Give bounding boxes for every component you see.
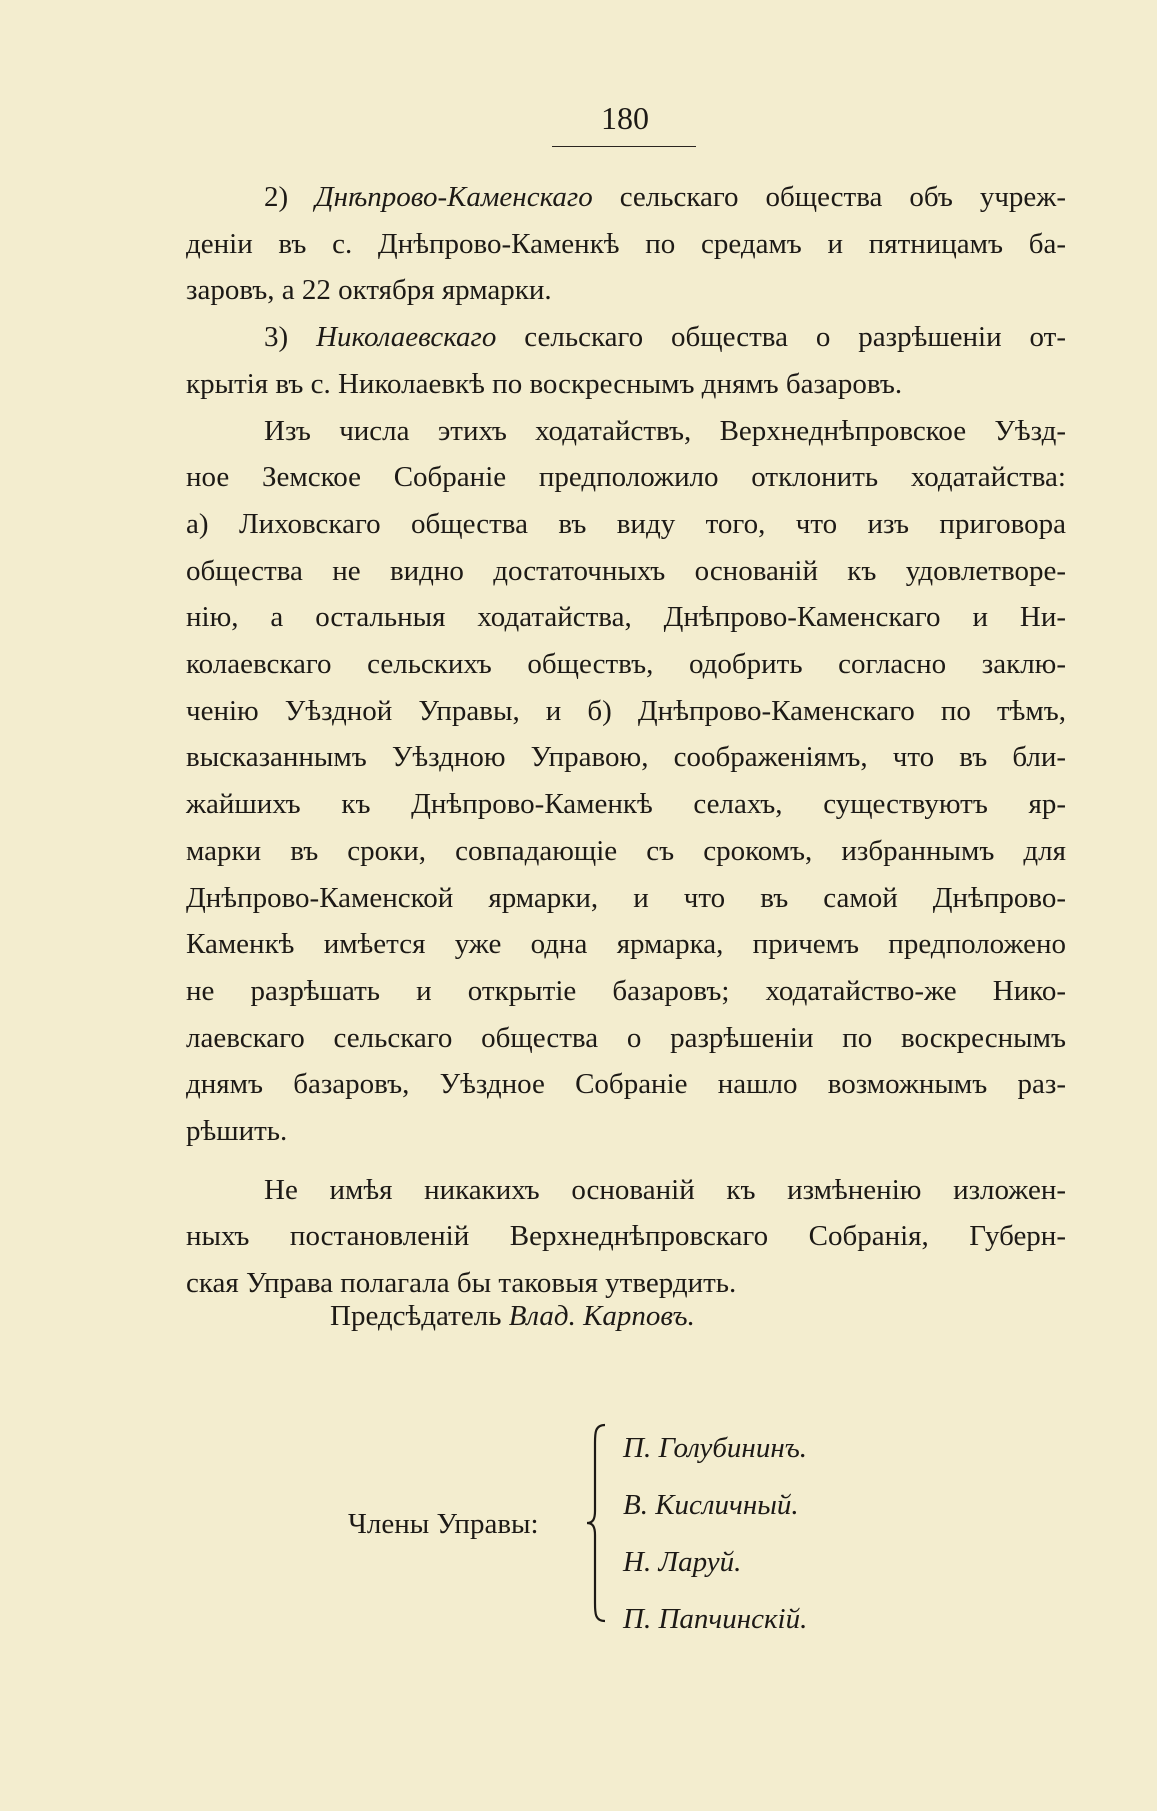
member-name: Н. Ларуй. [623, 1546, 742, 1578]
text-line: колаевскаго сельскихъ обществъ, одобрить согласно заклю- [186, 648, 1066, 681]
text-line: ныхъ постановленій Верхнеднѣпровскаго Собранія, Губерн- [186, 1220, 1066, 1253]
chairman-title: Предсѣдатель [330, 1300, 502, 1332]
text-line: лаевскаго сельскаго общества о разрѣшеніи по воскреснымъ [186, 1021, 1066, 1054]
text-line: ное Земское Собраніе предположило отклонить ходатайства: [186, 461, 1066, 494]
paragraph [186, 408, 1066, 1155]
text-line: днямъ базаровъ, Уѣздное Собраніе нашло возможнымъ раз- [186, 1068, 1066, 1101]
chairman-name: Влад. Карповъ. [508, 1300, 695, 1332]
text-line: Не имѣя никакихъ основаній къ измѣненію изложен- [264, 1173, 1066, 1206]
paragraph [186, 174, 1066, 314]
text-line: 2) Днѣпрово-Каменскаго сельскаго общества объ учреж- [264, 181, 1066, 213]
text-line: марки въ сроки, совпадающіе съ срокомъ, избраннымъ для [186, 834, 1066, 867]
text-line: не разрѣшать и открытіе базаровъ; ходатайство-же Нико- [186, 974, 1066, 1007]
curly-brace [585, 1423, 611, 1623]
text-line: а) Лиховскаго общества въ виду того, что изъ приговора [186, 507, 1066, 540]
text-line: жайшихъ къ Днѣпрово-Каменкѣ селахъ, существуютъ яр- [186, 788, 1066, 821]
text-line: ская Управа полагала бы таковыя утвердить. [186, 1267, 737, 1300]
member-name: В. Кисличный. [623, 1489, 799, 1521]
body-text [186, 174, 1066, 1307]
page-number: 180 [601, 100, 649, 136]
text-line: Днѣпрово-Каменской ярмарки, и что въ самой Днѣпрово- [186, 881, 1066, 914]
paragraph [186, 314, 1066, 407]
members-list [623, 1420, 807, 1648]
text-line: крытія въ с. Николаевкѣ по воскреснымъ днямъ базаровъ. [186, 367, 903, 400]
text-line: заровъ, а 22 октября ярмарки. [186, 274, 552, 307]
text-line: рѣшить. [186, 1115, 288, 1148]
text-line: Каменкѣ имѣется уже одна ярмарка, причемъ предположено [186, 928, 1066, 961]
text-line: 3) Николаевскаго сельскаго общества о разрѣшеніи от- [264, 321, 1066, 354]
member-name: П. Папчинскій. [623, 1603, 808, 1635]
italic-name: Николаевскаго [316, 321, 497, 354]
paragraph [186, 1167, 1066, 1307]
italic-name: Днѣпрово-Каменскаго [315, 181, 593, 213]
text-line: нію, а остальныя ходатайства, Днѣпрово-Каменскаго и Ни- [186, 601, 1066, 634]
text-line: деніи въ с. Днѣпрово-Каменкѣ по средамъ и пятницамъ ба- [186, 227, 1066, 260]
text-line: высказаннымъ Уѣздною Управою, соображеніямъ, что въ бли- [186, 741, 1066, 774]
text-line: Изъ числа этихъ ходатайствъ, Верхнеднѣпровское Уѣзд- [264, 414, 1066, 447]
text-line: общества не видно достаточныхъ основаній къ удовлетворе- [186, 554, 1066, 587]
member-name: П. Голубининъ. [623, 1432, 808, 1464]
chairman-signature [330, 1300, 695, 1333]
text-line: ченію Уѣздной Управы, и б) Днѣпрово-Каменскаго по тѣмъ, [186, 694, 1066, 727]
members-label: Члены Управы: [348, 1508, 539, 1540]
paragraph-gap [186, 1155, 1066, 1167]
page-number-rule [552, 146, 696, 147]
